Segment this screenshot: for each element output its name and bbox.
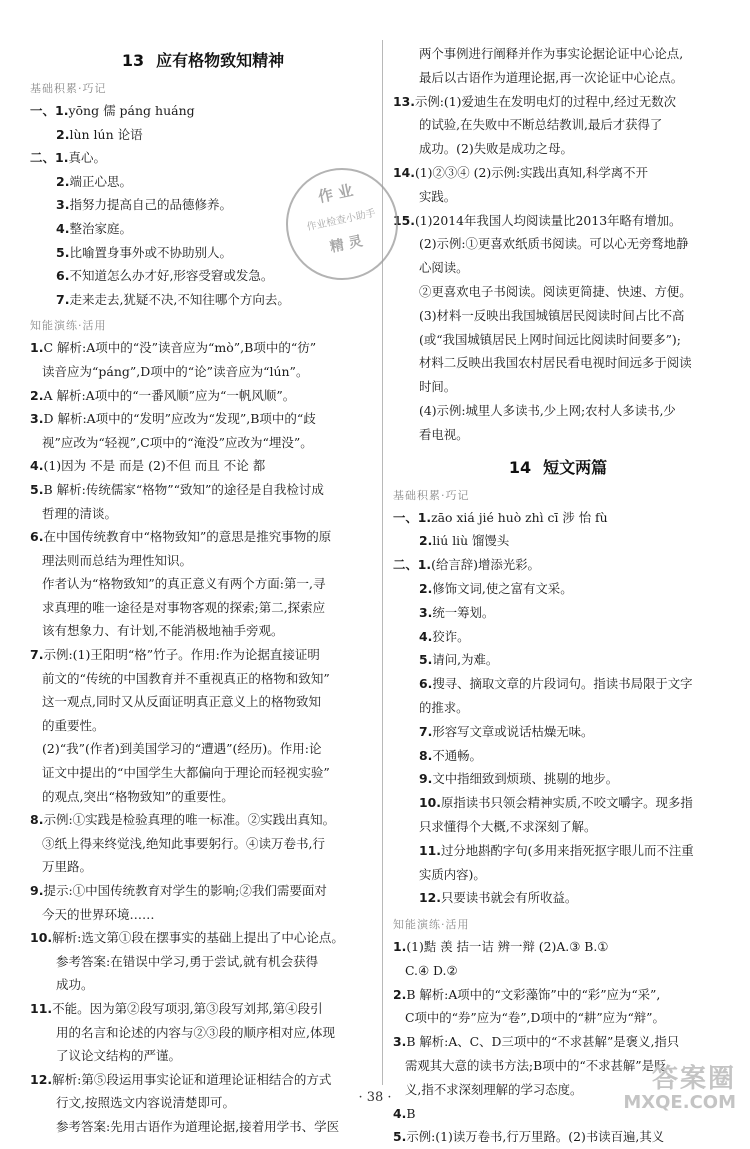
answer-text: (1)2014年我国人均阅读量比2013年略有增加。 [414,212,682,228]
answer-number: 7. [30,647,44,663]
answer-text: 比喻置身事外或不协助别人。 [69,244,232,260]
right-column [393,0,723,1149]
answer-number: 4. [30,458,44,474]
answer-text: B 解析:传统儒家“格物”“致知”的途径是自我检讨成 [43,481,324,497]
answer-line [393,506,723,530]
answer-number: 2. [419,580,433,596]
answer-text: 理法则而总结为理性知识。 [42,552,193,568]
answer-line [30,667,376,691]
answer-line [393,839,723,863]
answer-line [393,577,723,601]
answer-text: 解析:第⑤段运用事实论证和道理论证相结合的方式 [52,1071,332,1087]
lesson-14-title [393,455,723,478]
answer-text: 的推求。 [419,699,469,715]
answer-line [393,720,723,744]
answer-text: B [406,1105,416,1121]
answer-text: A 解析:A项中的“一番风顺”应为“一帆风顺”。 [43,387,296,403]
answer-text: 时间。 [419,379,457,395]
answer-line [30,808,376,832]
answer-line [393,280,723,304]
answer-line [393,1006,723,1030]
answer-text: (1)黠 羡 拮一诘 辨一辩 (2)A.③ B.① [406,939,609,955]
answer-text: (2)示例:①更喜欢纸质书阅读。可以心无旁骛地静 [419,236,689,252]
answer-text: 解析:选文第①段在摆事实的基础上提出了中心论点。 [52,930,344,946]
answer-text: 的试验,在失败中不断总结教训,最后才获得了 [419,117,663,133]
answer-text: 整治家庭。 [69,220,132,236]
answer-number: 3. [393,1034,407,1050]
answer-text: 万里路。 [42,859,93,875]
answer-line [393,696,723,720]
answer-line [30,832,376,856]
section-label-practice: 知能演练·活用 [30,319,107,333]
answer-number: 1. [393,939,407,955]
answer-number: 2. [30,387,44,403]
answer-line [30,360,376,384]
answer-text: (给言辞)增添光彩。 [431,557,540,573]
answer-line [30,478,376,502]
answer-line [30,737,376,761]
answer-text: 两个事例进行阐释并作为事实论据论证中心论点, [419,46,684,61]
answer-line [30,926,376,950]
section-label-practice-14: 知能演练·活用 [393,918,470,932]
answer-text: 在中国传统教育中“格物致知”的意思是推究事物的原 [43,529,332,545]
answer-number: 5. [393,1129,407,1145]
answer-number: 8. [419,747,433,763]
answer-number: 12. [30,1071,53,1087]
answer-text: 示例:(1)读万卷书,行万里路。(2)书读百遍,其义 [406,1129,665,1145]
answer-number: 4. [56,220,70,236]
answer-number: 4. [419,628,433,644]
answer-line [393,553,723,577]
answer-line [30,903,376,927]
answer-number: 4. [393,1105,407,1121]
answer-text: (3)材料一反映出我国城镇居民阅读时间占比不高 [419,307,685,323]
answer-line [30,502,376,526]
answer-text: 实践。 [419,188,457,204]
answer-number: 6. [56,268,70,284]
answer-text: C项中的“券”应为“卷”,D项中的“耕”应为“辩”。 [405,1010,665,1026]
answer-line [30,619,376,643]
answer-number: 13. [393,93,415,109]
answer-text: 请问,为难。 [432,652,499,668]
watermark-logo [623,1065,736,1113]
answer-line [393,529,723,553]
answer-text: 不通畅。 [432,747,482,763]
answer-line [30,454,376,478]
answer-line [393,886,723,910]
answer-line [30,549,376,573]
answer-number: 2. [56,173,70,189]
answer-text: 示例:(1)爱迪生在发明电灯的过程中,经过无数次 [414,93,677,109]
answer-text: 实质内容)。 [419,866,486,882]
answer-text: 不能。因为第②段写项羽,第③段写刘邦,第④段引 [52,1000,323,1016]
answer-line [393,935,723,959]
answer-text: 不知道怎么办才好,形容受窘或发急。 [69,268,274,284]
answer-text: 端正心思。 [69,173,132,189]
answer-line [393,601,723,625]
answer-line [393,815,723,839]
answer-text: (1)因为 不是 而是 (2)不但 而且 不论 都 [43,458,266,474]
answer-text: 这一观点,同时又从反面证明真正意义上的格物致知 [42,694,321,710]
answer-line [30,1044,376,1068]
answer-text: 示例:(1)王阳明“格”竹子。作用:作为论据直接证明 [43,647,320,663]
answer-number: 8. [30,812,44,828]
answer-number: 7. [419,723,433,739]
answer-line [393,304,723,328]
answer-line [393,767,723,791]
answer-text: 材料二反映出我国农村居民看电视时间远多于阅读 [419,355,692,371]
answer-text: 统一筹划。 [432,604,495,620]
answer-number: 2. [56,126,70,142]
answer-text: lùn lún 论语 [69,126,143,142]
answer-text: yōng 儒 páng huáng [68,103,195,118]
answer-line [393,791,723,815]
answer-line [30,785,376,809]
answer-text: 的观点,突出“格物致知”的重要性。 [42,788,234,804]
answer-line [30,973,376,997]
answer-text: 读音应为“páng”,D项中的“论”读音应为“lún”。 [42,363,309,379]
answer-text: 最后以古语作为道理论据,再一次论证中心论点。 [419,69,684,85]
right-practice-answers [393,935,723,1149]
answer-text: B 解析:A、C、D三项中的“不求甚解”是褒义,指只 [406,1034,680,1050]
answer-line [30,1068,376,1092]
answer-text: 行文,按照选文内容说清楚即可。 [56,1095,235,1111]
answer-text: 视”应改为“轻视”,C项中的“淹没”应改为“埋没”。 [42,434,313,450]
answer-text: C.④ D.② [405,962,458,978]
answer-text: 只要读书就会有所收益。 [440,890,578,906]
watermark-line-2: MXQE.COM [623,1092,736,1114]
lesson-13-name: 应有格物致知精神 [156,51,285,70]
answer-text: 过分地斟酌字句(多用来指死抠字眼儿而不注重 [440,842,694,858]
answer-text: (1)②③④ (2)示例:实践出真知,科学离不开 [414,164,648,180]
answer-number: 12. [419,890,441,906]
answer-number: 2. [419,533,433,549]
answer-line [393,66,723,90]
answer-number: 6. [419,676,433,692]
answer-number: 10. [419,795,441,811]
answer-text: (2)“我”(作者)到美国学习的“遭遇”(经历)。作用:论 [42,741,322,757]
answer-line [30,384,376,408]
answer-line [393,209,723,233]
answer-line [30,950,376,974]
answer-line [393,232,723,256]
answer-text: (4)示例:城里人多读书,少上网;农村人多读书,少 [419,402,676,418]
answer-text: B 解析:A项中的“文彩藻饰”中的“彩”应为“采”, [406,986,661,1002]
answer-text: 的重要性。 [42,717,105,733]
answer-line [30,997,376,1021]
answer-text: C 解析:A项中的“没”读音应为“mò”,B项中的“彷” [43,340,317,356]
answer-number: 15. [393,212,415,228]
answer-text: (或“我国城镇居民上网时间远比阅读时间要多”); [419,331,681,347]
answer-text: 示例:①实践是检验真理的唯一标准。②实践出真知。 [43,812,336,828]
answer-line [393,959,723,983]
answer-line [30,525,376,549]
answer-number: 9. [30,883,44,898]
answer-line [30,714,376,738]
answer-text: 真心。 [68,150,106,166]
watermark-line-1: 答案圈 [651,1063,736,1094]
answer-text: liú liù 馏馒头 [432,533,510,549]
answer-text: 证文中提出的“中国学生大都偏向于理论而轻视实验” [42,765,330,781]
answer-line [30,596,376,620]
answer-text: 今天的世界环境…… [42,906,155,922]
answer-text: 成功。(2)失败是成功之母。 [419,141,573,157]
stamp-line-3: 精 灵 [328,233,365,256]
answer-text: 了议论文结构的严谨。 [56,1048,182,1064]
answer-number: 5. [56,244,70,260]
answer-number: 6. [30,529,44,545]
section-label-basic-14: 基础积累·巧记 [393,488,470,502]
lesson-13-number: 13 [121,51,145,70]
answer-number: 二、1. [393,557,432,573]
answer-line [30,572,376,596]
answer-line [30,690,376,714]
answer-text: ③纸上得来终觉浅,绝知此事要躬行。④读万卷书,行 [42,835,325,851]
answer-text: 搜寻、摘取文章的片段词句。指读书局限于文字 [432,676,693,692]
answer-line [393,983,723,1007]
answer-number: 2. [393,986,407,1002]
answer-text: 义,指不求深刻理解的学习态度。 [405,1081,583,1097]
answer-line [30,1115,376,1139]
answer-line [393,113,723,137]
lesson-14-name: 短文两篇 [543,457,608,477]
right-basic-answers [393,506,723,911]
answer-line [393,185,723,209]
answer-line [393,328,723,352]
answer-line [393,351,723,375]
answer-number: 1. [30,340,44,356]
answer-text: 只求懂得个大概,不求深刻了解。 [419,818,597,834]
answer-line [393,399,723,423]
answer-line [393,42,723,66]
answer-text: 走来走去,犹疑不决,不知往哪个方向去。 [69,291,290,307]
answer-line [30,146,376,170]
answer-line [30,879,376,903]
answer-text: zāo xiá jié huò zhì cī 涉 怡 fù [431,509,608,525]
left-practice-answers [30,336,376,1138]
answer-line [393,648,723,672]
answer-line [393,161,723,185]
answer-line [393,863,723,887]
answer-text: 参考答案:在错误中学习,勇于尝试,就有机会获得 [56,953,319,969]
answer-text: 狡诈。 [432,628,470,644]
answer-text: 文中指细致到烦琐、挑剔的地步。 [432,771,619,787]
answer-line [30,123,376,147]
answer-number: 二、1. [30,150,69,166]
answer-line [393,1030,723,1054]
answer-text: 成功。 [56,977,94,993]
page-number: · 38 · [358,1090,392,1105]
answer-number: 9. [419,771,433,787]
answer-line [30,288,376,312]
answer-line [393,137,723,161]
lesson-13-title [30,48,376,71]
answer-line [393,672,723,696]
stamp-line-2: 作业检查小助手 [305,207,377,234]
answer-line [393,375,723,399]
answer-line [30,643,376,667]
answer-text: 求真理的唯一途径是对事物客观的探索;第二,探索应 [42,599,326,615]
answer-text: 哲理的清谈。 [42,505,118,521]
answer-text: 需观其大意的读书方法;B项中的“不求甚解”是贬 [405,1058,667,1074]
answer-line [393,90,723,114]
answer-text: ②更喜欢电子书阅读。阅读更简捷、快速、方便。 [419,283,692,299]
answer-number: 11. [30,1000,53,1016]
answer-text: 该有想象力、有计划,不能消极地袖手旁观。 [42,623,284,639]
answer-number: 10. [30,930,53,946]
answer-number: 3. [30,411,44,427]
answer-line [30,431,376,455]
answer-line [393,1125,723,1149]
answer-text: 前文的“传统的中国教育并不重视真正的格物和致知” [42,670,330,686]
answer-text: 提示:①中国传统教育对学生的影响;②我们需要面对 [43,883,327,898]
answer-text: 看电视。 [419,426,469,442]
answer-text: 用的名言和论述的内容与②③段的顺序相对应,体现 [56,1024,335,1040]
answer-number: 3. [419,604,433,620]
answer-line [393,423,723,447]
answer-line [30,1021,376,1045]
stamp-line-1: 作 业 [316,181,355,207]
answer-number: 一、1. [393,509,432,525]
answer-line [393,256,723,280]
lesson-14-number: 14 [508,457,532,477]
answer-line [393,625,723,649]
answer-text: D 解析:A项中的“发明”应改为“发现”,B项中的“歧 [43,411,316,427]
answer-text: 形容写文章或说话枯燥无味。 [432,723,594,739]
section-label-basic: 基础积累·巧记 [30,82,107,95]
answer-number: 5. [30,481,44,497]
answer-number: 5. [419,652,433,668]
answer-text: 原指读书只领会精神实质,不咬文嚼字。现多指 [440,795,693,811]
right-continued-answers [393,42,723,447]
answer-number: 7. [56,291,70,307]
answer-text: 修饰文词,使之富有文采。 [432,580,573,596]
answer-number: 14. [393,164,415,180]
answer-number: 3. [56,197,70,213]
answer-text: 参考答案:先用古语作为道理论据,接着用学书、学医 [56,1118,340,1134]
answer-text: 指努力提高自己的品德修养。 [69,197,232,213]
answer-line [393,744,723,768]
answer-line [30,761,376,785]
answer-number: 一、1. [30,103,69,118]
answer-line [30,407,376,431]
answer-text: 心阅读。 [419,260,469,276]
answer-line [30,855,376,879]
answer-line [30,99,376,123]
answer-text: 作者认为“格物致知”的真正意义有两个方面:第一,寻 [42,576,326,592]
answer-number: 11. [419,842,441,858]
answer-line [30,336,376,360]
